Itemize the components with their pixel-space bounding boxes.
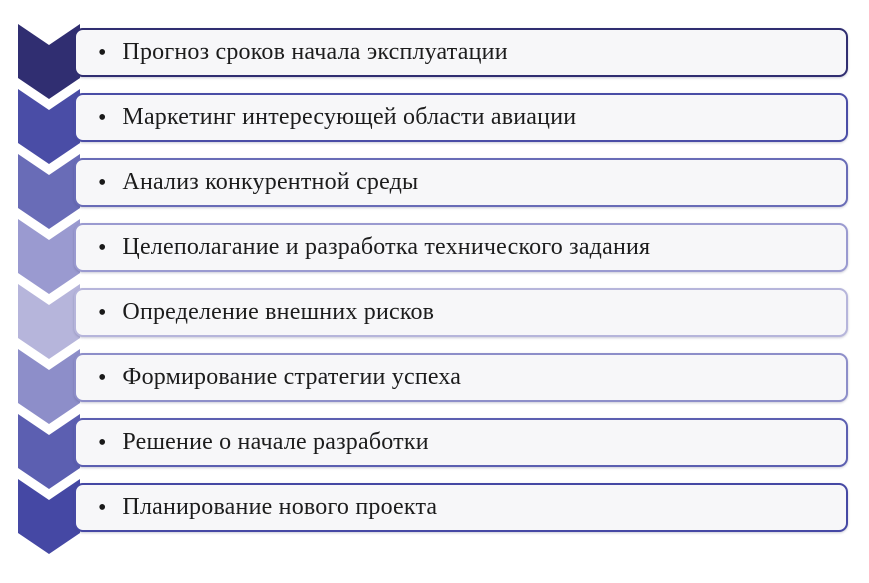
- chevron-down-arrow-icon: [18, 24, 80, 99]
- step-box: [74, 483, 848, 532]
- chevron-down-arrow-icon: [18, 89, 80, 164]
- step-label: Маркетинг интересующей области авиации: [122, 103, 577, 130]
- bullet-marker: •: [98, 39, 107, 66]
- chevron-down-arrow-icon: [18, 414, 80, 489]
- bullet-marker: •: [98, 364, 107, 391]
- step-label: Планирование нового проекта: [122, 493, 438, 520]
- bullet-marker: •: [98, 104, 107, 131]
- step-box: [74, 93, 848, 142]
- chevron-down-arrow-icon: [18, 284, 80, 359]
- bullet-marker: •: [98, 234, 107, 261]
- step-label: Целеполагание и разработка технического задания: [122, 233, 651, 260]
- step-box: [74, 353, 848, 402]
- step-box: [74, 28, 848, 77]
- chevron-down-arrow-icon: [18, 479, 80, 554]
- step-label: Анализ конкурентной среды: [122, 168, 419, 195]
- chevron-down-arrow-icon: [18, 154, 80, 229]
- chevron-down-arrow-icon: [18, 349, 80, 424]
- chevron-down-arrow-icon: [18, 219, 80, 294]
- step-label: Формирование стратегии успеха: [122, 363, 462, 390]
- bullet-marker: •: [98, 429, 107, 456]
- step-label: Прогноз сроков начала эксплуатации: [122, 38, 508, 65]
- bullet-marker: •: [98, 494, 107, 521]
- bullet-marker: •: [98, 169, 107, 196]
- step-box: [74, 223, 848, 272]
- step-box: [74, 418, 848, 467]
- step-box: [74, 288, 848, 337]
- bullet-marker: •: [98, 299, 107, 326]
- step-label: Решение о начале разработки: [122, 428, 429, 455]
- step-label: Определение внешних рисков: [122, 298, 435, 325]
- step-box: [74, 158, 848, 207]
